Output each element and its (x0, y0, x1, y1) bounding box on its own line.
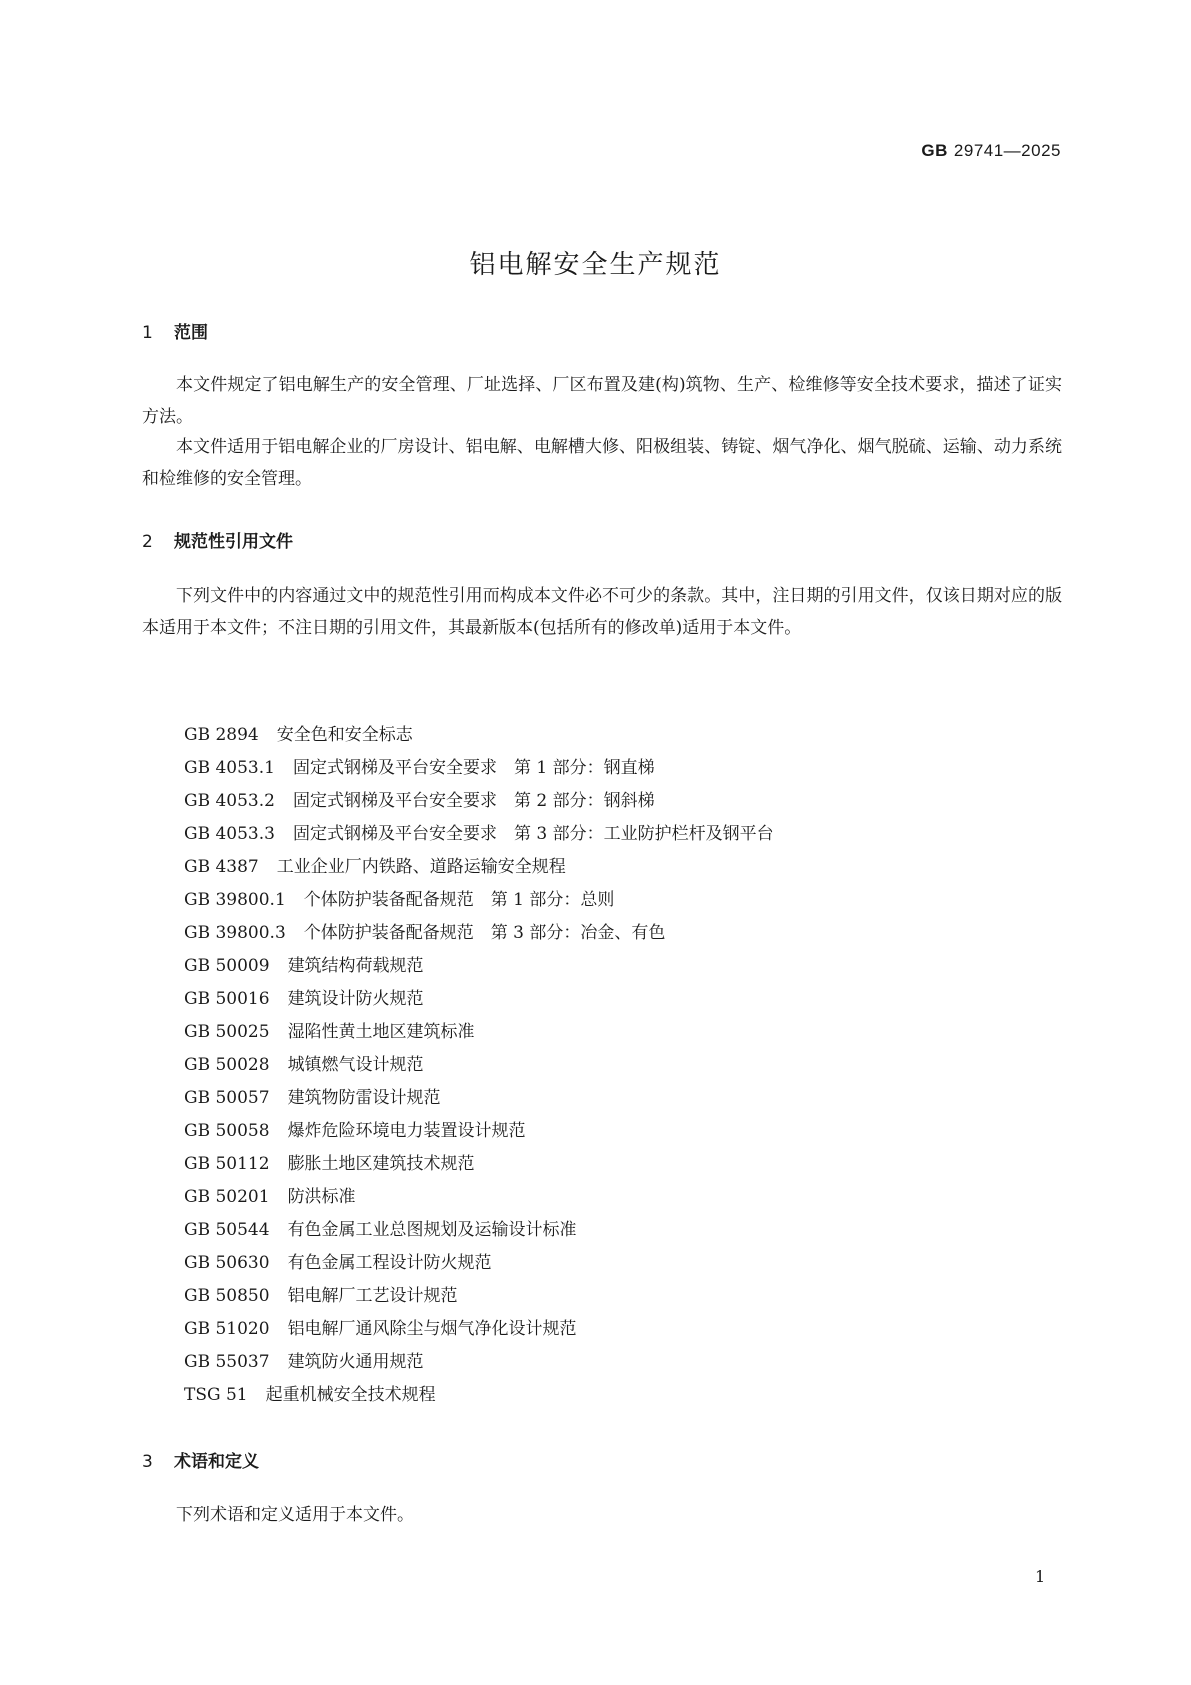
reference-code: GB 50112 (184, 1154, 270, 1174)
section-heading-terms (142, 1447, 259, 1472)
reference-code: GB 50058 (184, 1121, 270, 1141)
reference-item (184, 1214, 774, 1247)
reference-item (184, 785, 774, 818)
page-number: 1 (1035, 1567, 1046, 1586)
reference-title: 建筑物防雷设计规范 (287, 1088, 441, 1108)
reference-code: GB 50630 (184, 1253, 270, 1273)
reference-title: 城镇燃气设计规范 (287, 1055, 424, 1075)
reference-code: GB 55037 (184, 1352, 270, 1372)
reference-item (184, 983, 774, 1016)
standard-prefix: GB (921, 141, 948, 160)
section-title: 范围 (174, 323, 208, 343)
reference-title: 湿陷性黄土地区建筑标准 (287, 1022, 475, 1042)
reference-code: GB 50028 (184, 1055, 270, 1075)
reference-list (184, 719, 774, 1412)
reference-title: 有色金属工程设计防火规范 (287, 1253, 492, 1273)
reference-code: GB 4053.1 (184, 758, 275, 778)
reference-title: 固定式钢梯及平台安全要求 第 3 部分：工业防护栏杆及钢平台 (292, 824, 774, 844)
standard-number: 29741—2025 (953, 141, 1061, 160)
reference-code: GB 39800.1 (184, 890, 286, 910)
reference-code: GB 50544 (184, 1220, 270, 1240)
reference-code: GB 50009 (184, 956, 270, 976)
standard-code (921, 141, 1061, 161)
reference-code: GB 2894 (184, 725, 259, 745)
reference-item (184, 950, 774, 983)
reference-item (184, 818, 774, 851)
section-number: 3 (142, 1452, 153, 1472)
reference-item (184, 719, 774, 752)
reference-item (184, 1280, 774, 1313)
terms-intro-paragraph: 下列术语和定义适用于本文件。 (176, 1505, 414, 1525)
reference-title: 起重机械安全技术规程 (265, 1385, 436, 1405)
reference-code: GB 50025 (184, 1022, 270, 1042)
reference-title: 建筑防火通用规范 (287, 1352, 424, 1372)
reference-title: 安全色和安全标志 (276, 725, 413, 745)
reference-title: 膨胀土地区建筑技术规范 (287, 1154, 475, 1174)
reference-code: GB 50016 (184, 989, 270, 1009)
reference-code: GB 4053.2 (184, 791, 275, 811)
reference-title: 建筑结构荷载规范 (287, 956, 424, 976)
reference-title: 有色金属工业总图规划及运输设计标准 (287, 1220, 577, 1240)
reference-code: GB 51020 (184, 1319, 270, 1339)
reference-item (184, 1346, 774, 1379)
reference-title: 铝电解厂通风除尘与烟气净化设计规范 (287, 1319, 577, 1339)
reference-item (184, 1016, 774, 1049)
section-number: 2 (142, 532, 153, 552)
reference-code: GB 4053.3 (184, 824, 275, 844)
document-title: 铝电解安全生产规范 (469, 250, 722, 280)
section-heading-scope (142, 318, 208, 343)
reference-title: 个体防护装备配备规范 第 3 部分：冶金、有色 (303, 923, 666, 943)
reference-title: 工业企业厂内铁路、道路运输安全规程 (276, 857, 566, 877)
reference-title: 个体防护装备配备规范 第 1 部分：总则 (303, 890, 615, 910)
reference-item (184, 884, 774, 917)
reference-item (184, 1148, 774, 1181)
reference-title: 固定式钢梯及平台安全要求 第 2 部分：钢斜梯 (292, 791, 655, 811)
reference-title: 爆炸危险环境电力装置设计规范 (287, 1121, 526, 1141)
reference-item (184, 1247, 774, 1280)
reference-item (184, 752, 774, 785)
reference-item (184, 851, 774, 884)
reference-code: GB 50850 (184, 1286, 270, 1306)
section-title: 规范性引用文件 (174, 532, 293, 552)
reference-code: TSG 51 (184, 1385, 248, 1405)
section-title: 术语和定义 (174, 1452, 259, 1472)
reference-code: GB 50057 (184, 1088, 270, 1108)
reference-title: 固定式钢梯及平台安全要求 第 1 部分：钢直梯 (292, 758, 655, 778)
reference-item (184, 1313, 774, 1346)
reference-title: 建筑设计防火规范 (287, 989, 424, 1009)
reference-item (184, 1115, 774, 1148)
reference-title: 防洪标准 (287, 1187, 356, 1207)
scope-paragraph-1: 本文件规定了铝电解生产的安全管理、厂址选择、厂区布置及建(构)筑物、生产、检维修等安全技术要求，描述了证实方法。 (142, 375, 1062, 427)
reference-item (184, 1082, 774, 1115)
reference-item (184, 1379, 774, 1412)
reference-code: GB 50201 (184, 1187, 270, 1207)
references-intro-paragraph: 下列文件中的内容通过文中的规范性引用而构成本文件必不可少的条款。其中，注日期的引用文件，仅该日期对应的版本适用于本文件；不注日期的引用文件，其最新版本(包括所有的修改单)适用于本文件。 (142, 586, 1062, 638)
section-heading-normative-references (142, 527, 293, 552)
section-number: 1 (142, 323, 153, 343)
reference-code: GB 39800.3 (184, 923, 286, 943)
reference-item (184, 1181, 774, 1214)
scope-paragraph-2: 本文件适用于铝电解企业的厂房设计、铝电解、电解槽大修、阳极组装、铸锭、烟气净化、烟气脱硫、运输、动力系统和检维修的安全管理。 (142, 437, 1062, 489)
reference-title: 铝电解厂工艺设计规范 (287, 1286, 458, 1306)
reference-item (184, 1049, 774, 1082)
reference-item (184, 917, 774, 950)
reference-code: GB 4387 (184, 857, 259, 877)
